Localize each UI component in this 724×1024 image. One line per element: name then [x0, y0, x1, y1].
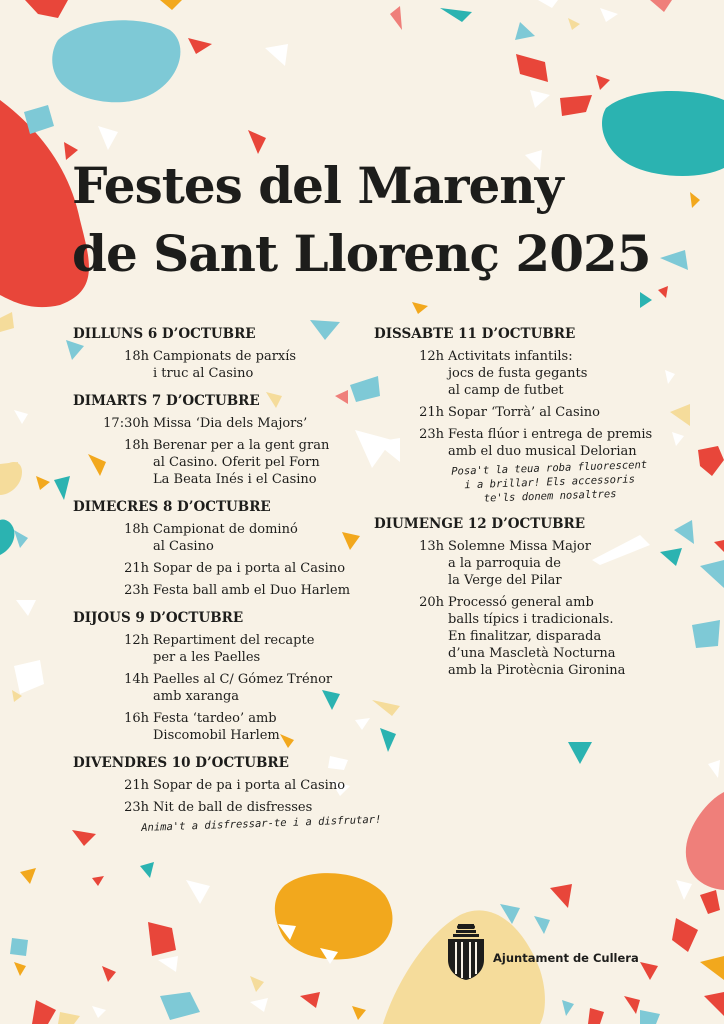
event-line: Berenar per a la gent gran: [153, 438, 330, 453]
handwritten-note: [444, 458, 655, 507]
title-line-2: de Sant Llorenç 2025: [72, 224, 651, 283]
day-heading: DIUMENGE 12 D’OCTUBRE: [374, 516, 586, 532]
event-line: Processó general amb: [448, 595, 594, 610]
event-line: Paelles al C/ Gómez Trénor: [153, 672, 333, 687]
event-time: 17:30h: [103, 416, 149, 431]
event-line: al camp de futbet: [448, 383, 564, 398]
yellow-blob-bottom: [275, 873, 393, 959]
day-heading: DIJOUS 9 D’OCTUBRE: [73, 610, 244, 626]
event-description: [153, 582, 373, 599]
event-description: [153, 671, 373, 705]
event-line: La Beata Inés i el Casino: [153, 472, 317, 487]
day-heading: DISSABTE 11 D’OCTUBRE: [374, 326, 576, 342]
event: [73, 560, 373, 577]
day-heading: DIMARTS 7 D’OCTUBRE: [73, 393, 260, 409]
schedule-right-column: [374, 325, 704, 684]
event-line: a la parroquia de: [448, 556, 562, 571]
event-line: d’una Mascletà Nocturna: [448, 646, 616, 661]
event-time: 12h: [124, 633, 149, 648]
event-line: amb el duo musical Delorian: [448, 444, 637, 459]
event: [73, 582, 373, 599]
event-line: la Verge del Pilar: [448, 573, 562, 588]
title-line-1: Festes del Mareny: [72, 156, 563, 215]
event-line: Festa ball amb el Duo Harlem: [153, 583, 351, 598]
event: [73, 521, 373, 555]
event-line: jocs de fusta gegants: [448, 366, 588, 381]
event-description: [448, 426, 704, 460]
event: [73, 777, 373, 794]
cullera-crest-icon: [447, 924, 485, 980]
event-line: Nit de ball de disfresses: [153, 800, 313, 815]
organizer-name: Ajuntament de Cullera: [493, 951, 639, 965]
event: [73, 415, 373, 432]
event: [374, 538, 704, 589]
event-time: 14h: [124, 672, 149, 687]
event-line: amb xaranga: [153, 689, 240, 704]
event-description: [448, 538, 704, 589]
event-time: 12h: [419, 349, 444, 364]
event-line: Sopar de pa i porta al Casino: [153, 778, 346, 793]
event: [73, 632, 373, 666]
event: [374, 594, 704, 679]
event-line: Sopar de pa i porta al Casino: [153, 561, 346, 576]
event-line: amb la Pirotècnia Gironina: [448, 663, 626, 678]
event-line: Solemne Missa Major: [448, 539, 591, 554]
event-description: [153, 437, 373, 488]
event-description: [448, 594, 704, 679]
event-description: [153, 632, 373, 666]
pink-blob-right: [686, 792, 724, 890]
day-heading: DIMECRES 8 D’OCTUBRE: [73, 499, 271, 515]
event-time: 23h: [419, 427, 444, 442]
event-line: i truc al Casino: [153, 366, 254, 381]
day-heading: DILLUNS 6 D’OCTUBRE: [73, 326, 256, 342]
event-description: [448, 404, 704, 421]
note-line: Anima't a disfressar-te i a disfrutar!: [141, 813, 382, 834]
note-line: Posa't la teua roba fluorescent: [451, 458, 648, 478]
event-line: per a les Paelles: [153, 650, 261, 665]
page-title: [72, 152, 651, 288]
event-line: Repartiment del recapte: [153, 633, 315, 648]
event-description: [153, 348, 373, 382]
event-description: [153, 710, 373, 744]
event-line: Activitats infantils:: [448, 349, 573, 364]
event-time: 16h: [124, 711, 149, 726]
event-time: 18h: [124, 349, 149, 364]
event-line: Festa ‘tardeo’ amb: [153, 711, 277, 726]
event-line: Campionats de parxís: [153, 349, 297, 364]
event-time: 20h: [419, 595, 444, 610]
event-time: 13h: [419, 539, 444, 554]
event-line: En finalitzar, disparada: [448, 629, 602, 644]
note-line: te'ls donem nosaltres: [483, 488, 617, 505]
day-heading: DIVENDRES 10 D’OCTUBRE: [73, 755, 289, 771]
event: [73, 671, 373, 705]
event: [374, 348, 704, 399]
event-description: [153, 415, 373, 432]
event-time: 18h: [124, 438, 149, 453]
event: [73, 710, 373, 744]
event: [73, 437, 373, 488]
event: [374, 404, 704, 421]
event-line: al Casino. Oferit pel Forn: [153, 455, 320, 470]
event-description: [448, 348, 704, 399]
event-line: Discomobil Harlem: [153, 728, 280, 743]
event-line: Sopar ‘Torrà’ al Casino: [448, 405, 600, 420]
event-time: 21h: [419, 405, 444, 420]
event-time: 21h: [124, 561, 149, 576]
event-line: Missa ‘Dia dels Majors’: [153, 416, 308, 431]
event: [374, 426, 704, 460]
event-description: [153, 560, 373, 577]
event-line: Festa flúor i entrega de premis: [448, 427, 653, 442]
event-line: Campionat de dominó: [153, 522, 298, 537]
note-line: i a brillar! Els accessoris: [464, 473, 636, 492]
schedule-left-column: [73, 325, 382, 835]
event-time: 23h: [124, 583, 149, 598]
event-time: 21h: [124, 778, 149, 793]
handwritten-note: [141, 813, 382, 835]
event-line: al Casino: [153, 539, 214, 554]
teal-blob-left: [0, 519, 14, 555]
event-line: balls típics i tradicionals.: [448, 612, 614, 627]
event: [73, 348, 373, 382]
blue-blob-top: [52, 20, 180, 102]
event-description: [153, 777, 373, 794]
event-time: 18h: [124, 522, 149, 537]
event-description: [153, 521, 373, 555]
event-time: 23h: [124, 800, 149, 815]
